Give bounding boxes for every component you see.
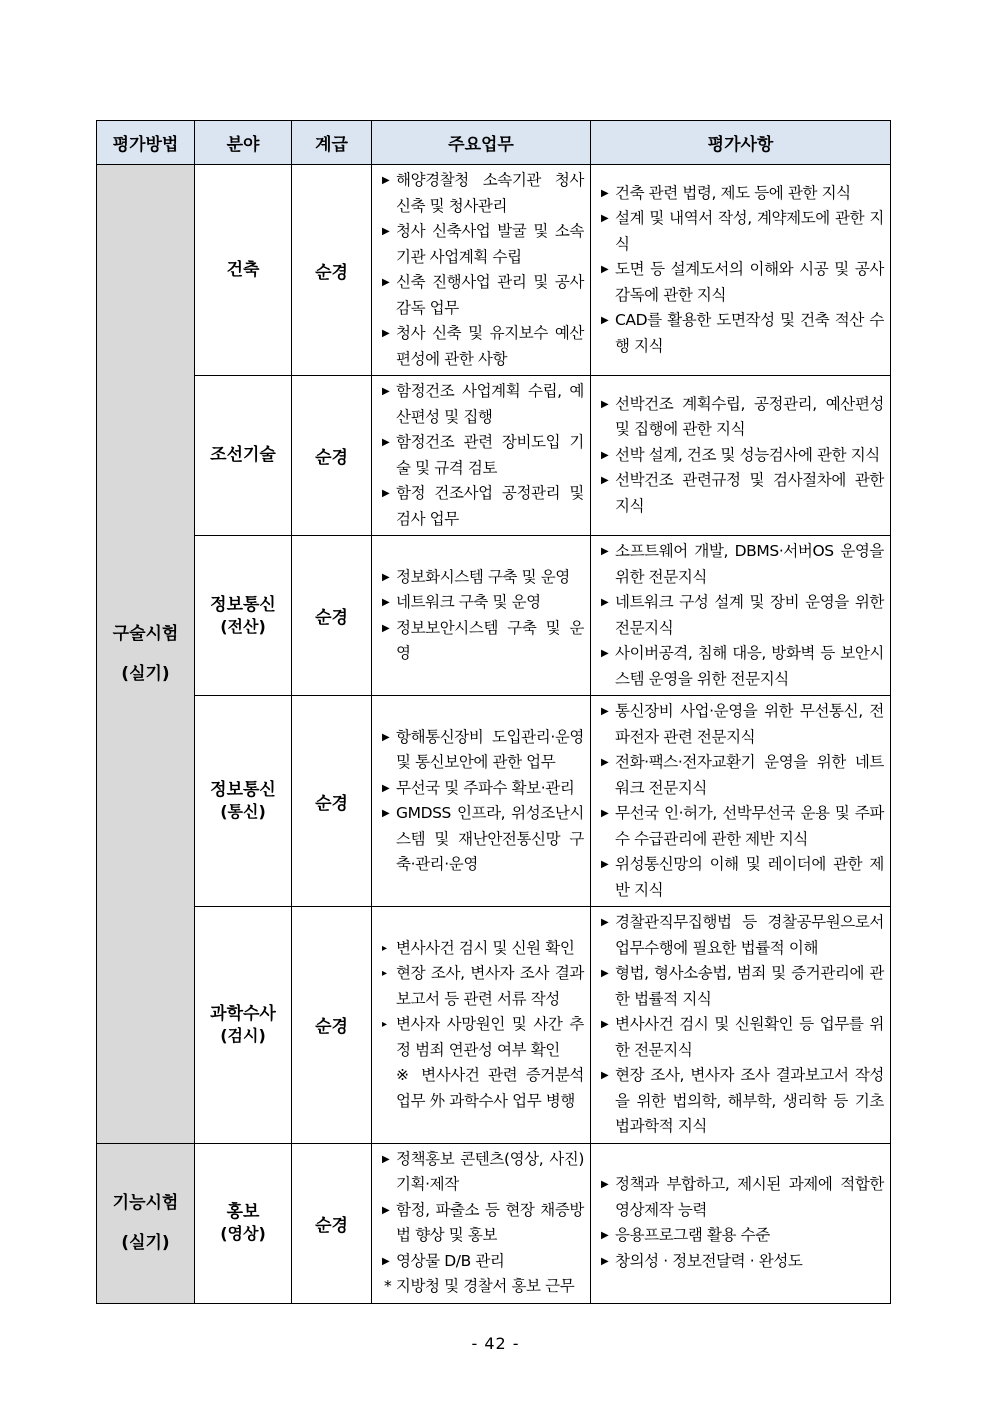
bullet-triangle-icon: ▶ [601,706,609,717]
list-note: * 지방청 및 경찰서 홍보 근무 [384,1277,575,1295]
evaluation-cell [591,1143,891,1303]
duties-cell [372,376,591,536]
list-item: ▶ 영상물 D/B 관리 [380,1249,584,1275]
duties-cell [372,1143,591,1303]
bullet-triangle-icon: ▶ [601,859,609,870]
list-item: ▶ 선박건조 계획수립, 공정관리, 예산편성 및 집행에 관한 지식 [599,392,884,443]
list-item: ▶ 도면 등 설계도서의 이해와 시공 및 공사 감독에 관한 지식 [599,257,884,308]
bullet-triangle-icon: ▶ [601,1019,609,1030]
list-item: ▶ 전화·팩스·전자교환기 운영을 위한 네트워크 전문지식 [599,750,884,801]
bullet-triangle-icon: ▶ [382,437,390,448]
list-item: ▶ 함정건조 관련 장비도입 기술 및 규격 검토 [380,430,584,481]
list-item: ▶ 함정건조 사업계획 수립, 예산편성 및 집행 [380,379,584,430]
evaluation-cell [591,165,891,376]
field-label: 정보통신 [210,594,276,615]
list-item: ▶ 네트워크 구축 및 운영 [380,590,584,616]
grade-cell: 순경 [292,165,372,376]
bullet-triangle-icon: ▶ [382,597,390,608]
duties-cell [372,536,591,696]
list-item: ▶ 무선국 인·허가, 선박무선국 운용 및 주파수 수급관리에 관한 제반 지식 [599,801,884,852]
header-field: 분야 [195,121,292,165]
list-note: ※ 변사사건 관련 증거분석 업무 外 과학수사 업무 병행 [396,1066,584,1110]
list-item: ▶ 정보화시스템 구축 및 운영 [380,565,584,591]
list-item: ▶ 선박 설계, 건조 및 성능검사에 관한 지식 [599,443,884,469]
list-item: ▸ 변사자 사망원인 및 사간 추정 범죄 연관성 여부 확인 [380,1012,584,1063]
field-cell [195,536,292,696]
bullet-triangle-icon: ▶ [601,1070,609,1081]
bullet-triangle-icon: ▶ [601,315,609,327]
bullet-triangle-icon: ▶ [601,213,609,225]
bullet-triangle-icon: ▶ [601,475,609,487]
header-evaluation: 평가사항 [591,121,891,165]
evaluation-table [96,120,891,1304]
field-cell [195,696,292,907]
bullet-triangle-icon: ▶ [382,731,390,743]
bullet-triangle-icon: ▶ [601,264,609,276]
field-label: 과학수사 [210,1003,276,1024]
table-row [97,907,891,1144]
field-cell [195,165,292,376]
bullet-triangle-icon: ▸ [382,942,387,954]
bullet-triangle-icon: ▶ [382,386,390,397]
evaluation-cell [591,907,891,1144]
grade-cell: 순경 [292,1143,372,1303]
bullet-triangle-icon: ▶ [382,571,390,583]
bullet-triangle-icon: ▶ [382,226,390,237]
list-item: ▶ 경찰관직무집행법 등 경찰공무원으로서 업무수행에 필요한 법률적 이해 [599,910,884,961]
bullet-triangle-icon: ▶ [601,757,609,768]
list-item: ▶ 변사사건 검시 및 신원확인 등 업무를 위한 전문지식 [599,1012,884,1063]
field-cell [195,1143,292,1303]
bullet-triangle-icon: ▶ [382,1204,390,1216]
duties-cell [372,907,591,1144]
bullet-triangle-icon: ▶ [601,597,609,608]
list-item: ▶ 청사 신축 및 유지보수 예산 편성에 관한 사항 [380,321,584,372]
list-item: ▶ 설계 및 내역서 작성, 계약제도에 관한 지식 [599,206,884,257]
list-item: ▶ 형법, 형사소송법, 범죄 및 증거관리에 관한 법률적 지식 [599,961,884,1012]
table-row [97,1143,891,1303]
bullet-triangle-icon: ▶ [382,488,390,499]
bullet-triangle-icon: ▶ [601,1255,609,1267]
bullet-triangle-icon: ▸ [382,968,387,979]
list-item: ▶ 현장 조사, 변사자 조사 결과보고서 작성을 위한 법의학, 해부학, 생리학 등 기초 법과학적 지식 [599,1063,884,1140]
list-item: ▶ 소프트웨어 개발, DBMS·서버OS 운영을 위한 전문지식 [599,539,884,590]
table-header-row [97,121,891,165]
field-sub-label: (전산) [220,616,266,636]
method-label: 구술시험 [112,623,179,644]
field-cell [195,376,292,536]
list-item: ▶ 위성통신망의 이해 및 레이더에 관한 제반 지식 [599,852,884,903]
bullet-triangle-icon: ▶ [601,449,609,461]
list-item: ▶ 함정 건조사업 공정관리 및 검사 업무 [380,481,584,532]
table-row [97,696,891,907]
list-item: ▸ 현장 조사, 변사자 조사 결과 보고서 등 관련 서류 작성 [380,961,584,1012]
grade-cell: 순경 [292,376,372,536]
list-item: ▶ CAD를 활용한 도면작성 및 건축 적산 수행 지식 [599,308,884,359]
list-item: ▶ 정보보안시스템 구축 및 운영 [380,616,584,667]
list-item: ▶ 통신장비 사업·운영을 위한 무선통신, 전파전자 관련 전문지식 [599,699,884,750]
table-row [97,376,891,536]
list-item: ▶ 사이버공격, 침해 대응, 방화벽 등 보안시스템 운영을 위한 전문지식 [599,641,884,692]
bullet-triangle-icon: ▶ [382,328,390,339]
bullet-triangle-icon: ▶ [382,1255,390,1267]
field-sub-label: (통신) [220,802,266,821]
header-duties: 주요업무 [372,121,591,165]
list-item: ▶ 함정, 파출소 등 현장 채증방법 향상 및 홍보 [380,1198,584,1249]
list-item: ▶ 신축 진행사업 관리 및 공사 감독 업무 [380,270,584,321]
method-cell-skill [97,1143,195,1303]
list-item: ▶ 정책과 부합하고, 제시된 과제에 적합한 영상제작 능력 [599,1172,884,1223]
bullet-triangle-icon: ▸ [382,1019,387,1030]
bullet-triangle-icon: ▶ [382,277,390,288]
field-sub-label: (검시) [220,1025,266,1045]
duties-cell [372,696,591,907]
bullet-triangle-icon: ▶ [601,398,609,410]
header-method: 평가방법 [97,121,195,165]
list-item: ▶ GMDSS 인프라, 위성조난시스템 및 재난안전통신망 구축·관리·운영 [380,801,584,878]
bullet-triangle-icon: ▶ [382,622,390,634]
field-sub-label: (영상) [220,1224,266,1243]
list-item: ▶ 무선국 및 주파수 확보·관리 [380,776,584,802]
method-sub-label: (실기) [121,1233,170,1253]
bullet-triangle-icon: ▶ [601,917,609,928]
bullet-triangle-icon: ▶ [601,648,609,659]
list-item: ▶ 건축 관련 법령, 제도 등에 관한 지식 [599,181,884,207]
list-item: ▶ 선박건조 관련규정 및 검사절차에 관한 지식 [599,468,884,519]
evaluation-cell [591,536,891,696]
field-cell [195,907,292,1144]
field-label: 건축 [226,259,260,280]
list-item: ▶ 창의성 · 정보전달력 · 완성도 [599,1249,884,1275]
method-sub-label: (실기) [121,663,170,684]
table-row [97,165,891,376]
bullet-triangle-icon: ▶ [382,175,390,186]
grade-cell: 순경 [292,536,372,696]
bullet-triangle-icon: ▶ [382,1153,390,1165]
bullet-triangle-icon: ▶ [601,1179,609,1190]
method-cell-oral [97,165,195,1144]
bullet-triangle-icon: ▶ [601,968,609,979]
list-item: ▶ 해양경찰청 소속기관 청사 신축 및 청사관리 [380,168,584,219]
bullet-triangle-icon: ▶ [601,546,609,557]
table-row [97,536,891,696]
list-item: ▶ 청사 신축사업 발굴 및 소속기관 사업계획 수립 [380,219,584,270]
header-grade: 계급 [292,121,372,165]
grade-cell: 순경 [292,696,372,907]
list-item: ▶ 항해통신장비 도입관리·운영 및 통신보안에 관한 업무 [380,725,584,776]
evaluation-cell [591,376,891,536]
list-item: ▶ 응용프로그램 활용 수준 [599,1223,884,1249]
field-label: 홍보 [226,1202,260,1222]
bullet-triangle-icon: ▶ [601,187,609,199]
page-number: - 42 - [471,1334,520,1353]
bullet-triangle-icon: ▶ [382,808,390,819]
field-label: 정보통신 [210,780,276,800]
grade-cell: 순경 [292,907,372,1144]
list-item: ▸ 변사사건 검시 및 신원 확인 [380,936,584,962]
evaluation-cell [591,696,891,907]
method-label: 기능시험 [112,1193,179,1213]
list-item: ▶ 네트워크 구성 설계 및 장비 운영을 위한 전문지식 [599,590,884,641]
bullet-triangle-icon: ▶ [382,782,390,794]
bullet-triangle-icon: ▶ [601,1230,609,1241]
list-item: ▶ 정책홍보 콘텐츠(영상, 사진) 기획·제작 [380,1147,584,1198]
field-label: 조선기술 [210,445,276,465]
duties-cell [372,165,591,376]
bullet-triangle-icon: ▶ [601,808,609,819]
